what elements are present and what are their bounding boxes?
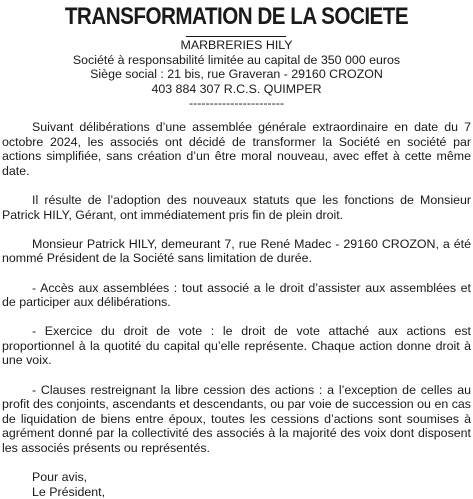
registered-office: Siège social : 21 bis, rue Graveran - 29160 CROZON — [90, 67, 383, 82]
company-name: MARBRERIES HILY — [180, 38, 293, 52]
paragraph-voting-rights: - Exercice du droit de vote : le droit de vote attaché aux actions est proportionnel à la quotité du capital qu’elle représente. Chaque action donne droit à une voix. — [2, 324, 471, 368]
signatory-text: Le Président, — [32, 484, 106, 499]
notice-body — [2, 120, 471, 456]
notice-title: TRANSFORMATION DE LA SOCIETE — [64, 3, 409, 30]
registration-number: 403 884 307 R.C.S. QUIMPER — [151, 81, 322, 96]
title-underline — [186, 36, 286, 37]
separator-line: ----------------------- — [189, 96, 284, 111]
paragraph-transfer-clauses: - Clauses restreignant la libre cession des actions : a l’exception de celles au profit des conjoints, ascendants et descendants, ou par voie de succession ou en cas de liquidation de biens entre époux, toutes les cessions d’actions sont soumises à agrément donné par la collectivité des associés à la majorité des voix dont disposent les associés présents ou représentés. — [2, 382, 471, 456]
company-header — [2, 38, 471, 111]
paragraph-transformation: Suivant délibérations d’une assemblée générale extraordinaire en date du 7 octobre 2024, les associés ont décidé de transformer la Société en société par actions simplifiée, sans création d’un être moral nouveau, avec effet à cette même date. — [2, 119, 471, 178]
closing-text: Pour avis, — [32, 470, 88, 485]
company-form: Société à responsabilité limitée au capital de 350 000 euros — [72, 52, 401, 67]
paragraph-assembly-access: - Accès aux assemblées : tout associé a le droit d’assister aux assemblées et de participer aux délibérations. — [2, 280, 471, 310]
paragraph-president: Monsieur Patrick HILY, demeurant 7, rue René Madec - 29160 CROZON, a été nommé Président de la Société sans limitation de durée. — [2, 236, 471, 266]
signoff — [32, 470, 471, 499]
paragraph-manager-end: Il résulte de l’adoption des nouveaux statuts que les fonctions de Monsieur Patrick HILY, Gérant, ont immédiatement pris fin de plein droit. — [2, 192, 471, 222]
